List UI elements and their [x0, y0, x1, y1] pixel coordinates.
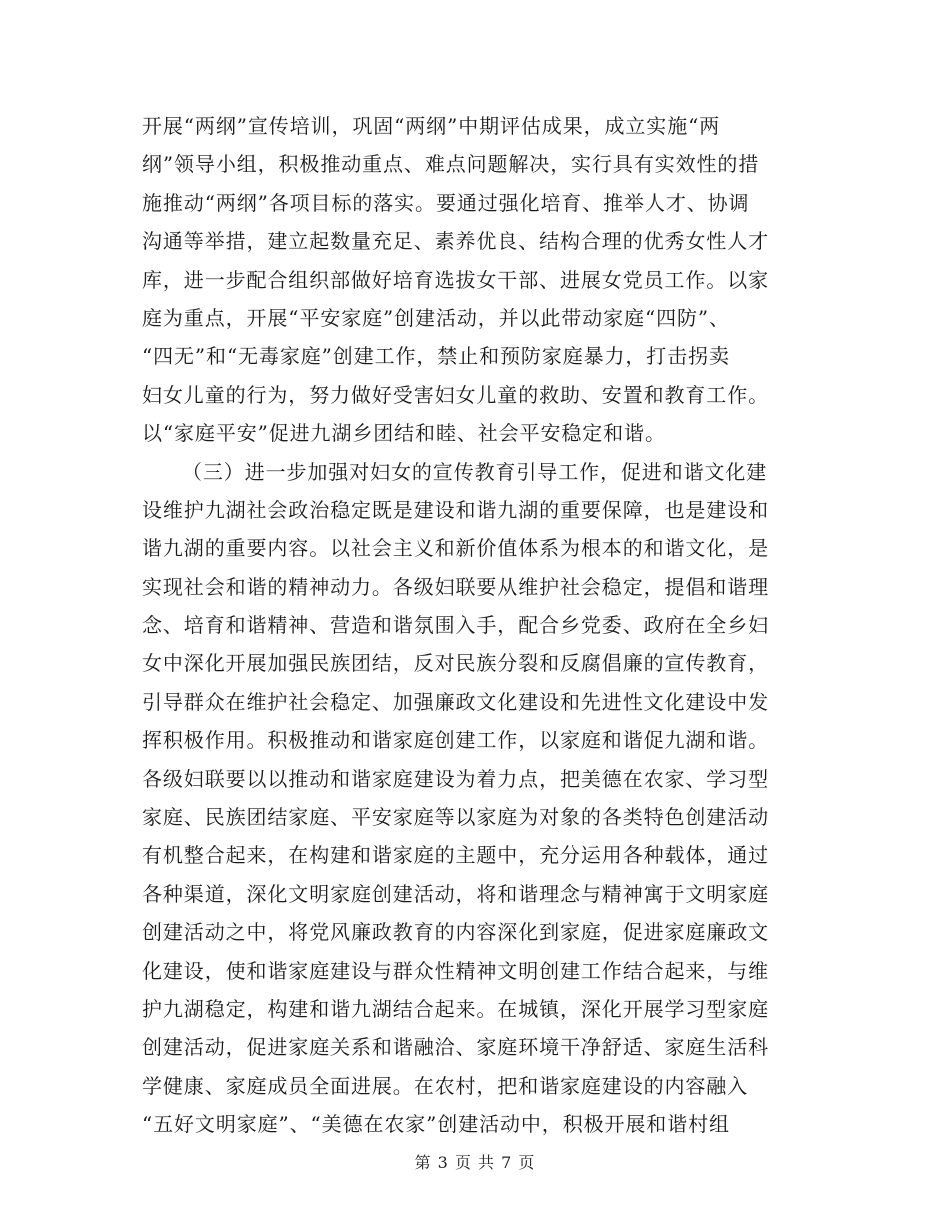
text-line: 庭为重点，开展“平安家庭”创建活动，并以此带动家庭“四防”、: [142, 305, 730, 330]
text-line: 纲”领导小组，积极推动重点、难点问题解决，实行具有实效性的措: [142, 152, 760, 177]
text-line: 有机整合起来，在构建和谐家庭的主题中，充分运用各种载体，通过: [142, 843, 769, 868]
text-line: 家庭、民族团结家庭、平安家庭等以家庭为对象的各类特色创建活动: [142, 805, 769, 830]
page-number: 第 3 页 共 7 页: [414, 1153, 536, 1172]
text-line: 开展“两纲”宣传培训，巩固“两纲”中期评估成果，成立实施“两: [142, 114, 721, 138]
text-line: 库，进一步配合组织部做好培育选拔女干部、进展女党员工作。以家: [142, 267, 769, 292]
text-line: 引导群众在维护社会稳定、加强廉政文化建设和先进性文化建设中发: [142, 689, 769, 714]
section-heading-line: （三）进一步加强对妇女的宣传教育引导工作，促进和谐文化建: [182, 459, 768, 484]
text-line: 挥积极作用。积极推动和谐家庭创建工作，以家庭和谐促九湖和谐。: [142, 728, 769, 753]
text-line: 女中深化开展加强民族团结，反对民族分裂和反腐倡廉的宣传教育，: [142, 651, 769, 676]
text-line: 念、培育和谐精神、营造和谐氛围入手，配合乡党委、政府在全乡妇: [142, 613, 769, 638]
text-line: “五好文明家庭”、“美德在农家”创建活动中，积极开展和谐村组: [142, 1112, 730, 1137]
body-text: [142, 107, 802, 1144]
text-line: 施推动“两纲”各项目标的落实。要通过强化培育、推举人才、协调: [142, 190, 750, 215]
text-line: 创建活动，促进家庭关系和谐融洽、家庭环境干净舒适、家庭生活科: [142, 1035, 769, 1060]
text-line: 学健康、家庭成员全面进展。在农村，把和谐家庭建设的内容融入: [142, 1073, 749, 1098]
text-line: 化建设，使和谐家庭建设与群众性精神文明创建工作结合起来，与维: [142, 958, 769, 983]
text-line: 妇女儿童的行为，努力做好受害妇女儿童的救助、安置和教育工作。: [142, 382, 769, 407]
text-line: 创建活动之中，将党风廉政教育的内容深化到家庭，促进家庭廉政文: [142, 920, 769, 945]
text-line: 设维护九湖社会政治稳定既是建设和谐九湖的重要保障，也是建设和: [142, 497, 769, 522]
text-line: 护九湖稳定，构建和谐九湖结合起来。在城镇，深化开展学习型家庭: [142, 996, 769, 1021]
text-line: 谐九湖的重要内容。以社会主义和新价值体系为根本的和谐文化，是: [142, 536, 769, 561]
text-line: 各级妇联要以以推动和谐家庭建设为着力点，把美德在农家、学习型: [142, 766, 769, 791]
text-line: 沟通等举措，建立起数量充足、素养优良、结构合理的优秀女性人才: [142, 229, 769, 254]
text-line: “四无”和“无毒家庭”创建工作，禁止和预防家庭暴力，打击拐卖: [142, 344, 730, 369]
text-line: 实现社会和谐的精神动力。各级妇联要从维护社会稳定，提倡和谐理: [142, 574, 769, 599]
text-line: 以“家庭平安”促进九湖乡团结和睦、社会平安稳定和谐。: [142, 421, 666, 446]
text-line: 各种渠道，深化文明家庭创建活动，将和谐理念与精神寓于文明家庭: [142, 881, 769, 906]
